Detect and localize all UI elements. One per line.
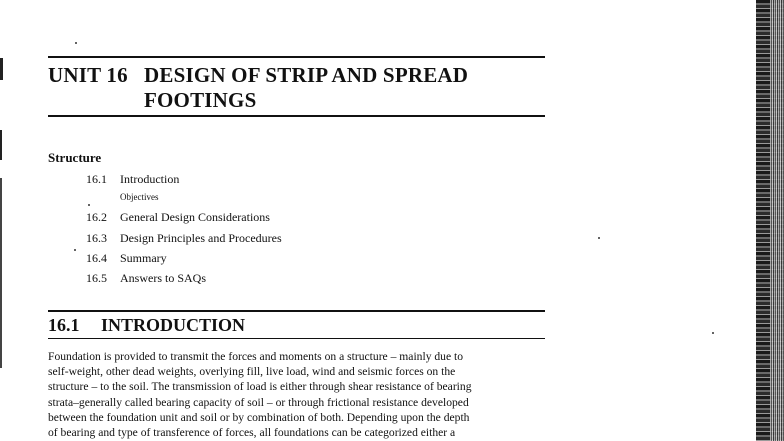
toc-item: [86, 172, 179, 187]
scan-left-mark: [0, 58, 3, 80]
toc-item-number: 16.4: [86, 251, 107, 265]
scan-speck: [75, 42, 77, 44]
section-title: INTRODUCTION: [101, 315, 246, 335]
toc-item-label: General Design Considerations: [120, 210, 270, 224]
unit-number: UNIT 16: [48, 63, 128, 87]
section-number: 16.1: [48, 315, 80, 335]
scan-left-mark: [0, 178, 2, 368]
scan-speck: [598, 237, 600, 239]
section-top-rule: [48, 310, 545, 312]
introduction-paragraph: [48, 349, 545, 440]
scan-speck: [712, 332, 714, 334]
paragraph-line: strata–generally called bearing capacity of soil – or through frictional resistance developed: [48, 395, 469, 409]
scan-edge-texture: [770, 0, 784, 441]
unit-title-line-1: DESIGN OF STRIP AND SPREAD: [144, 63, 469, 87]
header-bottom-rule: [48, 115, 545, 117]
structure-heading: Structure: [48, 150, 102, 165]
toc-item-label: Summary: [120, 251, 167, 265]
paragraph-line: structure – to the soil. The transmission of load is either through shear resistance of bearing: [48, 380, 472, 394]
scan-speck: [74, 249, 76, 251]
header-top-rule: [48, 56, 545, 58]
paragraph-line: self-weight, other dead weights, overlying fill, live load, wind and seismic forces on the: [48, 365, 456, 379]
toc-item: [86, 251, 167, 266]
unit-title-line-2: FOOTINGS: [144, 88, 257, 112]
toc-item-number: 16.1: [86, 172, 107, 186]
scan-left-mark: [0, 130, 2, 160]
toc-item-label: Design Principles and Procedures: [120, 231, 282, 245]
paragraph-line: of bearing and type of transference of forces, all foundations can be categorized either a: [48, 426, 456, 440]
toc-item-number: 16.5: [86, 271, 107, 285]
paragraph-line: between the foundation unit and soil or by combination of both. Depending upon the depth: [48, 410, 470, 424]
paragraph-line: Foundation is provided to transmit the forces and moments on a structure – mainly due to: [48, 350, 464, 363]
toc-item-number: 16.2: [86, 210, 107, 224]
toc-subitem: Objectives: [120, 192, 159, 202]
toc-item-label: Introduction: [120, 172, 180, 186]
toc-item: [86, 271, 206, 286]
scan-speck: [88, 204, 90, 206]
section-bottom-rule: [48, 338, 545, 339]
toc-item-number: 16.3: [86, 231, 107, 245]
section-heading: [48, 315, 245, 336]
toc-item-label: Answers to SAQs: [120, 271, 207, 285]
toc-item: [86, 210, 270, 225]
toc-item: [86, 231, 282, 246]
